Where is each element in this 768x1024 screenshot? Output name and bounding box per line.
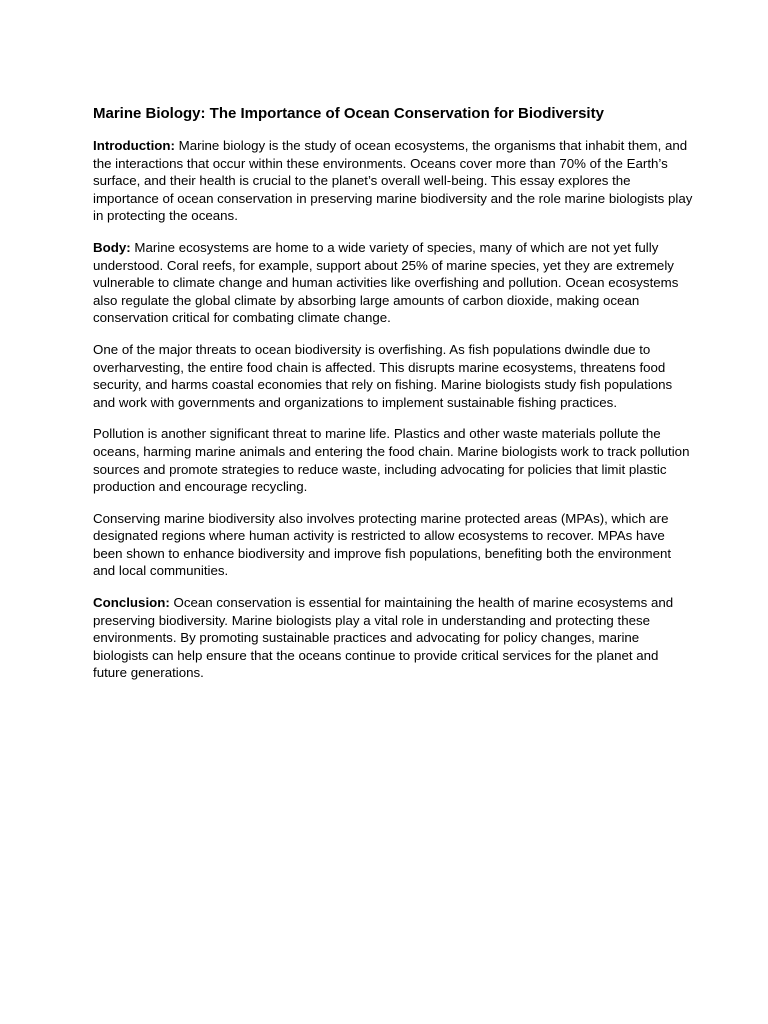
conclusion-label: Conclusion: [93, 595, 170, 611]
document-title: Marine Biology: The Importance of Ocean Conservation for Biodiversity [93, 105, 604, 122]
introduction-label: Introduction: [93, 138, 175, 153]
conclusion-text: Ocean conservation is essential for maintaining the health of marine ecosystems and preserving biodiversity. Marine biologists play a vital role in understanding and protecting these environments. By promoting sustainable practices and advocating for policy changes, marine biologists can help ensure that the oceans continue to provide critical services for the planet and future generations. [93, 595, 674, 681]
mpa-paragraph: Conserving marine biodiversity also involves protecting marine protected areas (MPAs), which are designated regions where human activity is restricted to allow ecosystems to recover. MPAs have been shown to enhance biodiversity and improve fish populations, benefiting both the environment and local communities. [93, 510, 672, 579]
body-paragraph [93, 239, 693, 327]
document-content [93, 104, 693, 696]
body-label: Body: [93, 239, 131, 255]
body-text: Marine ecosystems are home to a wide variety of species, many of which are not yet fully understood. Coral reefs, for example, support about 25% of marine species, yet they are extremely vulnerable to climate change and human activities like overfishing and pollution. Ocean ecosystems also regulate the global climate by absorbing large amounts of carbon dioxide, making ocean conservation critical for combating climate change. [93, 239, 679, 326]
overfishing-paragraph: One of the major threats to ocean biodiversity is overfishing. As fish populations dwindle due to overharvesting, the entire food chain is affected. This disrupts marine ecosystems, threatens food security, and harms coastal economies that rely on fishing. Marine biologists study fish populations and work with governments and organizations to implement sustainable fishing practices. [93, 341, 673, 410]
introduction-text: Marine biology is the study of ocean ecosystems, the organisms that inhabit them, and the interactions that occur within these environments. Oceans cover more than 70% of the Earth’s surface, and their health is crucial to the planet’s overall well-being. This essay explores the importance of ocean conservation in preserving marine biodiversity and the role marine biologists play in protecting the oceans. [93, 138, 693, 224]
pollution-paragraph: Pollution is another significant threat to marine life. Plastics and other waste materials pollute the oceans, harming marine animals and entering the food chain. Marine biologists work to track pollution sources and promote strategies to reduce waste, including advocating for policies that limit plastic production and encourage recycling. [93, 426, 690, 495]
conclusion-paragraph [93, 594, 693, 682]
introduction-paragraph [93, 137, 693, 225]
